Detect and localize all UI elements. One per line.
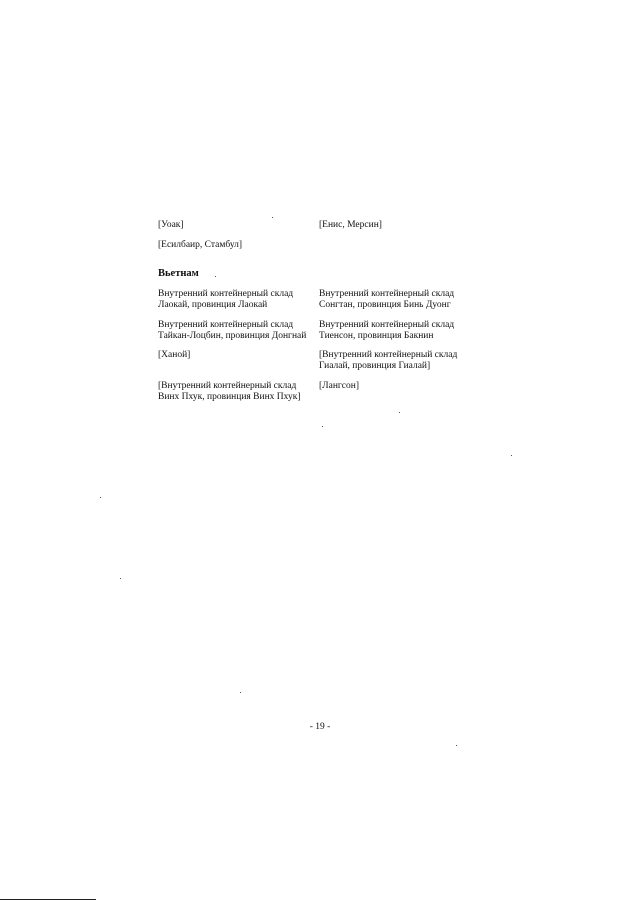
scan-speck <box>272 217 273 218</box>
entry-langson <box>319 381 359 392</box>
entry-line: Внутренний контейнерный склад <box>158 320 294 330</box>
scan-speck <box>456 745 457 746</box>
entry-taikan-lotsbin <box>158 320 306 342</box>
entry-line: Внутренний контейнерный склад <box>158 289 294 299</box>
scan-speck <box>399 412 400 413</box>
entry-vinh-phuc <box>158 381 301 403</box>
entry-line: Внутренний контейнерный склад <box>319 289 455 299</box>
entry-line: Сонгтан, провинция Бинь Дуонг <box>319 300 451 310</box>
entry-laokai <box>158 289 293 311</box>
page-number: - 19 - <box>309 722 331 732</box>
scan-speck <box>120 578 121 579</box>
entry-songtan <box>319 289 454 311</box>
entry-line: Тиенсон, провинция Бакнин <box>319 331 434 341</box>
entry-line: [Лангсон] <box>319 381 360 391</box>
entry-line: [Ханой] <box>158 350 191 360</box>
entry-line: Лаокай, провинция Лаокай <box>158 300 268 310</box>
entry-line: Гиалай, провинция Гиалай] <box>319 361 431 371</box>
scan-speck <box>100 497 101 498</box>
entry-line: Винх Пхук, провинция Винх Пхук] <box>158 392 301 402</box>
entry-gialai <box>319 350 457 372</box>
entry-line: Внутренний контейнерный склад <box>319 320 455 330</box>
entry-usak: [Уоак] <box>158 220 184 230</box>
entry-hanoi <box>158 350 190 361</box>
entry-line: [Внутренний контейнерный склад <box>319 350 458 360</box>
scan-edge-line <box>0 899 96 900</box>
entry-tienson <box>319 320 454 342</box>
scan-speck <box>511 455 512 456</box>
entry-esilbair-istanbul: [Есилбаир, Стамбул] <box>158 240 243 250</box>
scan-speck <box>322 426 323 427</box>
scan-speck <box>240 692 241 693</box>
section-heading-vietnam: Вьетнам <box>158 268 199 279</box>
entry-enis-mersin: [Енис, Мерсин] <box>319 220 382 230</box>
entry-line: [Внутренний контейнерный склад <box>158 381 297 391</box>
entry-line: Тайкан-Лоцбин, провинция Донгнай <box>158 331 307 341</box>
scan-speck <box>215 276 216 277</box>
